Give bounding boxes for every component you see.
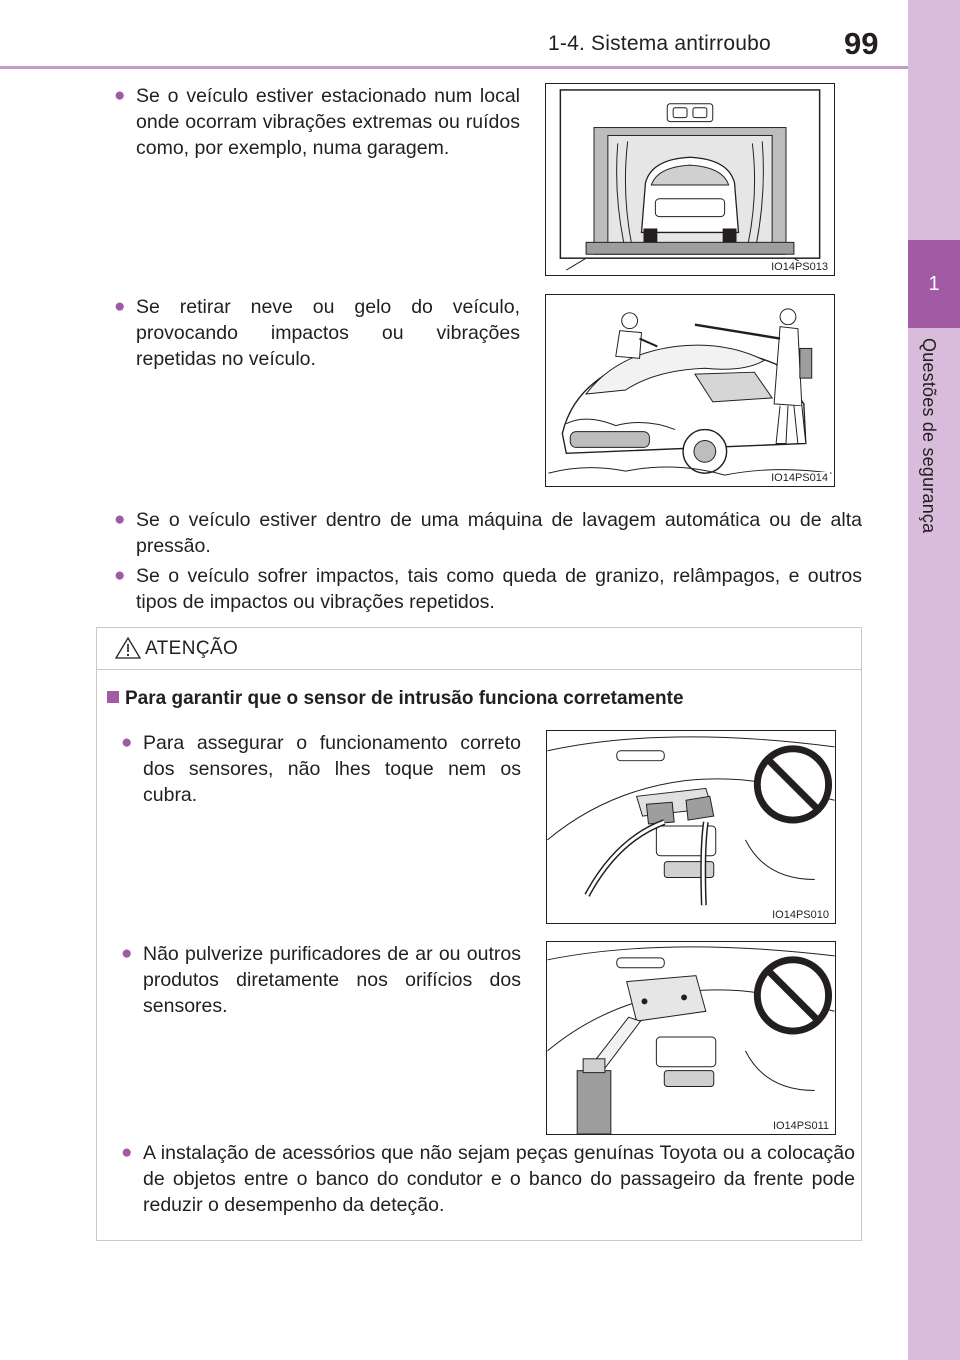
figure-sensor-cover [546, 730, 836, 924]
figure-garage [545, 83, 835, 276]
warning-title: ATENÇÃO [145, 638, 239, 659]
square-bullet-icon [107, 691, 119, 703]
figure-code: IO14PS010 [772, 909, 829, 921]
figure-code: IO14PS011 [772, 1120, 829, 1132]
bullet-text: Se o veículo estiver estacionado num local onde ocorram vibrações extremas ou ruídos como, por exemplo, numa garagem. [136, 85, 520, 159]
warning-header [97, 628, 861, 670]
chapter-label: Questões de segurança [919, 338, 939, 534]
warning-item-touch [121, 730, 521, 808]
warning-subtitle [107, 688, 684, 710]
bullet-text: Se o veículo estiver dentro de uma máquina de lavagem automática ou de alta pressão. [136, 509, 862, 557]
bullet-text: Para assegurar o funcionamento correto dos sensores, não lhes toque nem os cubra. [143, 732, 521, 806]
bullet-text: Se o veículo sofrer impactos, tais como queda de granizo, relâmpagos, e outros tipos de impactos ou vibrações repetidos. [136, 565, 862, 613]
bullet-car-wash [114, 507, 862, 559]
bullet-icon: ● [114, 565, 126, 586]
spray-illustration [547, 942, 835, 1134]
bullet-snow-removal [114, 294, 520, 372]
warning-box [96, 627, 862, 1241]
figure-snow-removal [545, 294, 835, 487]
bullet-icon: ● [121, 1142, 133, 1163]
bullet-parking-vibration [114, 83, 520, 161]
figure-spray [546, 941, 836, 1135]
page-number: 99 [844, 26, 879, 61]
figure-code: IO14PS014 [771, 472, 828, 484]
warning-item-spray [121, 941, 521, 1019]
bullet-text: Não pulverize purificadores de ar ou outros produtos diretamente nos orifícios dos sensores. [143, 943, 521, 1017]
bullet-icon: ● [114, 509, 126, 530]
bullet-icon: ● [114, 85, 126, 106]
sensor-cover-illustration [547, 731, 835, 923]
warning-triangle-icon [115, 636, 141, 660]
bullet-text: Se retirar neve ou gelo do veículo, provocando impactos ou vibrações repetidas no veículo. [136, 296, 520, 370]
section-title: 1-4. Sistema antirroubo [548, 32, 771, 55]
header-rule [0, 66, 908, 69]
garage-illustration [546, 84, 834, 275]
bullet-icon: ● [121, 943, 133, 964]
chapter-number: 1 [908, 240, 960, 328]
warning-item-accessories [121, 1140, 855, 1218]
side-tab [908, 0, 960, 1360]
snow-removal-illustration [546, 295, 834, 486]
bullet-icon: ● [114, 296, 126, 317]
bullet-text: A instalação de acessórios que não sejam peças genuínas Toyota ou a colocação de objetos entre o banco do condutor e o banco do passageiro da frente pode reduzir o desempenho da deteção. [143, 1142, 855, 1216]
figure-code: IO14PS013 [771, 261, 828, 273]
bullet-impacts [114, 563, 862, 615]
warning-subtitle-text: Para garantir que o sensor de intrusão funciona corretamente [125, 688, 684, 709]
bullet-icon: ● [121, 732, 133, 753]
